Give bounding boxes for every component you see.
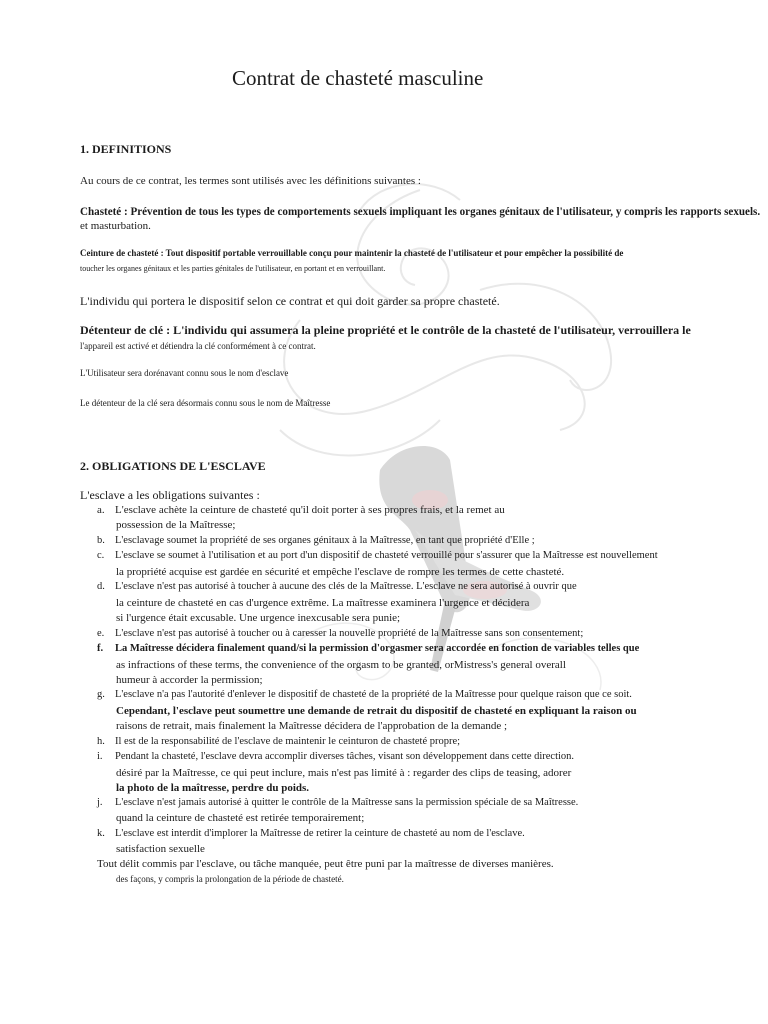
definition-detenteur-line2: l'appareil est activé et détiendra la clé conformément à ce contrat. xyxy=(80,341,316,351)
list-marker: k. xyxy=(97,828,105,839)
definition-chastete-line2: et masturbation. xyxy=(80,220,151,232)
list-item-text: L'esclave achète la ceinture de chasteté qu'il doit porter à ses propres frais, et la remet au xyxy=(115,504,505,516)
list-item-a xyxy=(97,504,634,516)
list-item-i-cont1: désiré par la Maîtresse, ce qui peut inclure, mais n'est pas limité à : regarder des clips de teasing, adorer xyxy=(116,767,572,779)
list-item-text: L'esclave n'a pas l'autorité d'enlever le dispositif de chasteté de la propriété de la Maîtresse pour quelque raison que ce soit. xyxy=(115,689,632,700)
list-item-j-cont: quand la ceinture de chasteté est retirée temporairement; xyxy=(116,812,365,824)
list-item-g xyxy=(97,689,632,700)
definition-individu: L'individu qui portera le dispositif selon ce contrat et qui doit garder sa propre chasteté. xyxy=(80,294,500,308)
list-item-f-cont1: as infractions of these terms, the convenience of the orgasm to be granted, orMistress's general overall xyxy=(116,659,566,671)
definition-detenteur-cle: Le détenteur de la clé sera désormais connu sous le nom de Maîtresse xyxy=(80,398,331,408)
list-item-d-cont2: si l'urgence était excusable. Une urgence inexcusable sera punie; xyxy=(116,612,401,624)
list-marker: h. xyxy=(97,736,105,747)
list-item-text: La Maîtresse décidera finalement quand/si la permission d'orgasmer sera accordée en fonction de variables telles que xyxy=(115,643,640,654)
list-marker: c. xyxy=(97,550,105,561)
list-item-text: L'esclave se soumet à l'utilisation et au port d'un dispositif de chasteté verrouillé pour s'assurer que la Maîtresse est nouvellement xyxy=(115,550,658,561)
list-item-c-cont: la propriété acquise est gardée en sécurité et empêche l'esclave de rompre les termes de cette chasteté. xyxy=(116,566,565,578)
list-item-f-cont2: humeur à accorder la permission; xyxy=(116,674,263,686)
definitions-intro: Au cours de ce contrat, les termes sont utilisés avec les définitions suivantes : xyxy=(80,175,421,187)
list-item-text: L'esclave est interdit d'implorer la Maîtresse de retirer la ceinture de chasteté au nom de l'esclave. xyxy=(115,828,525,839)
list-item-e xyxy=(97,628,583,639)
list-item-text: L'esclave n'est pas autorisé à toucher à aucune des clés de la Maîtresse. L'esclave ne sera autorisé à ouvrir que xyxy=(115,581,577,592)
list-item-text: L'esclave n'est jamais autorisé à quitter le contrôle de la Maîtresse sans la permission spéciale de sa Maîtresse. xyxy=(115,797,579,808)
list-item-b xyxy=(97,535,535,546)
list-item-j xyxy=(97,797,578,808)
definition-chastete-line1: Chasteté : Prévention de tous les types de comportements sexuels impliquant les organes génitaux de l'utilisateur, y compris les rapports sexuels. xyxy=(80,204,761,218)
list-item-k xyxy=(97,828,525,839)
definition-utilisateur: L'Utilisateur sera dorénavant connu sous le nom d'esclave xyxy=(80,368,289,378)
definition-ceinture-line2: toucher les organes génitaux et les parties génitales de l'utilisateur, en portant et en verrouillant. xyxy=(80,264,386,273)
list-item-text: L'esclavage soumet la propriété de ses organes génitaux à la Maîtresse, en tant que propriété d'Elle ; xyxy=(115,535,535,546)
list-item-text: Pendant la chasteté, l'esclave devra accomplir diverses tâches, visant son développement dans cette direction. xyxy=(115,751,575,762)
list-item-f xyxy=(97,643,639,654)
list-item-a-cont: possession de la Maîtresse; xyxy=(116,519,236,531)
list-item-h xyxy=(97,736,460,747)
section-1-heading: 1. DEFINITIONS xyxy=(80,142,172,156)
list-item-i xyxy=(97,751,574,762)
obligations-intro: L'esclave a les obligations suivantes : xyxy=(80,488,260,502)
list-marker: g. xyxy=(97,689,105,700)
list-marker: e. xyxy=(97,628,105,639)
definition-ceinture-line1: Ceinture de chasteté : Tout dispositif portable verrouillable conçu pour maintenir la chasteté de l'utilisateur et pour empêcher la possibilité de xyxy=(80,248,624,258)
list-item-text: L'esclave n'est pas autorisé à toucher ou à caresser la nouvelle propriété de la Maîtresse sans son consentement; xyxy=(115,628,584,639)
definition-detenteur-line1: Détenteur de clé : L'individu qui assumera la pleine propriété et le contrôle de la chasteté de l'utilisateur, verrouillera le xyxy=(80,323,691,337)
penalty-paragraph-line2: des façons, y compris la prolongation de la période de chasteté. xyxy=(116,874,344,884)
list-marker: a. xyxy=(97,504,105,516)
list-item-c xyxy=(97,550,658,561)
penalty-paragraph-line1: Tout délit commis par l'esclave, ou tâche manquée, peut être puni par la maîtresse de diverses manières. xyxy=(97,858,554,870)
list-item-text: Il est de la responsabilité de l'esclave de maintenir le ceinturon de chasteté propre; xyxy=(115,736,461,747)
list-item-d-cont1: la ceinture de chasteté en cas d'urgence extrême. La maîtresse examinera l'urgence et décidera xyxy=(116,597,530,609)
list-marker: f. xyxy=(97,643,104,654)
section-2-heading: 2. OBLIGATIONS DE L'ESCLAVE xyxy=(80,459,266,473)
list-item-g-cont1: Cependant, l'esclave peut soumettre une demande de retrait du dispositif de chasteté en expliquant la raison ou xyxy=(116,705,637,717)
list-item-g-cont2: raisons de retrait, mais finalement la Maîtresse décidera de l'approbation de la demande ; xyxy=(116,720,508,732)
list-item-d xyxy=(97,581,577,592)
list-marker: d. xyxy=(97,581,105,592)
list-item-k-cont: satisfaction sexuelle xyxy=(116,843,205,855)
list-item-i-cont2: la photo de la maîtresse, perdre du poids. xyxy=(116,782,310,794)
document-title: Contrat de chasteté masculine xyxy=(232,66,484,90)
list-marker: b. xyxy=(97,535,105,546)
list-marker: j. xyxy=(97,797,103,808)
list-marker: i. xyxy=(97,751,103,762)
